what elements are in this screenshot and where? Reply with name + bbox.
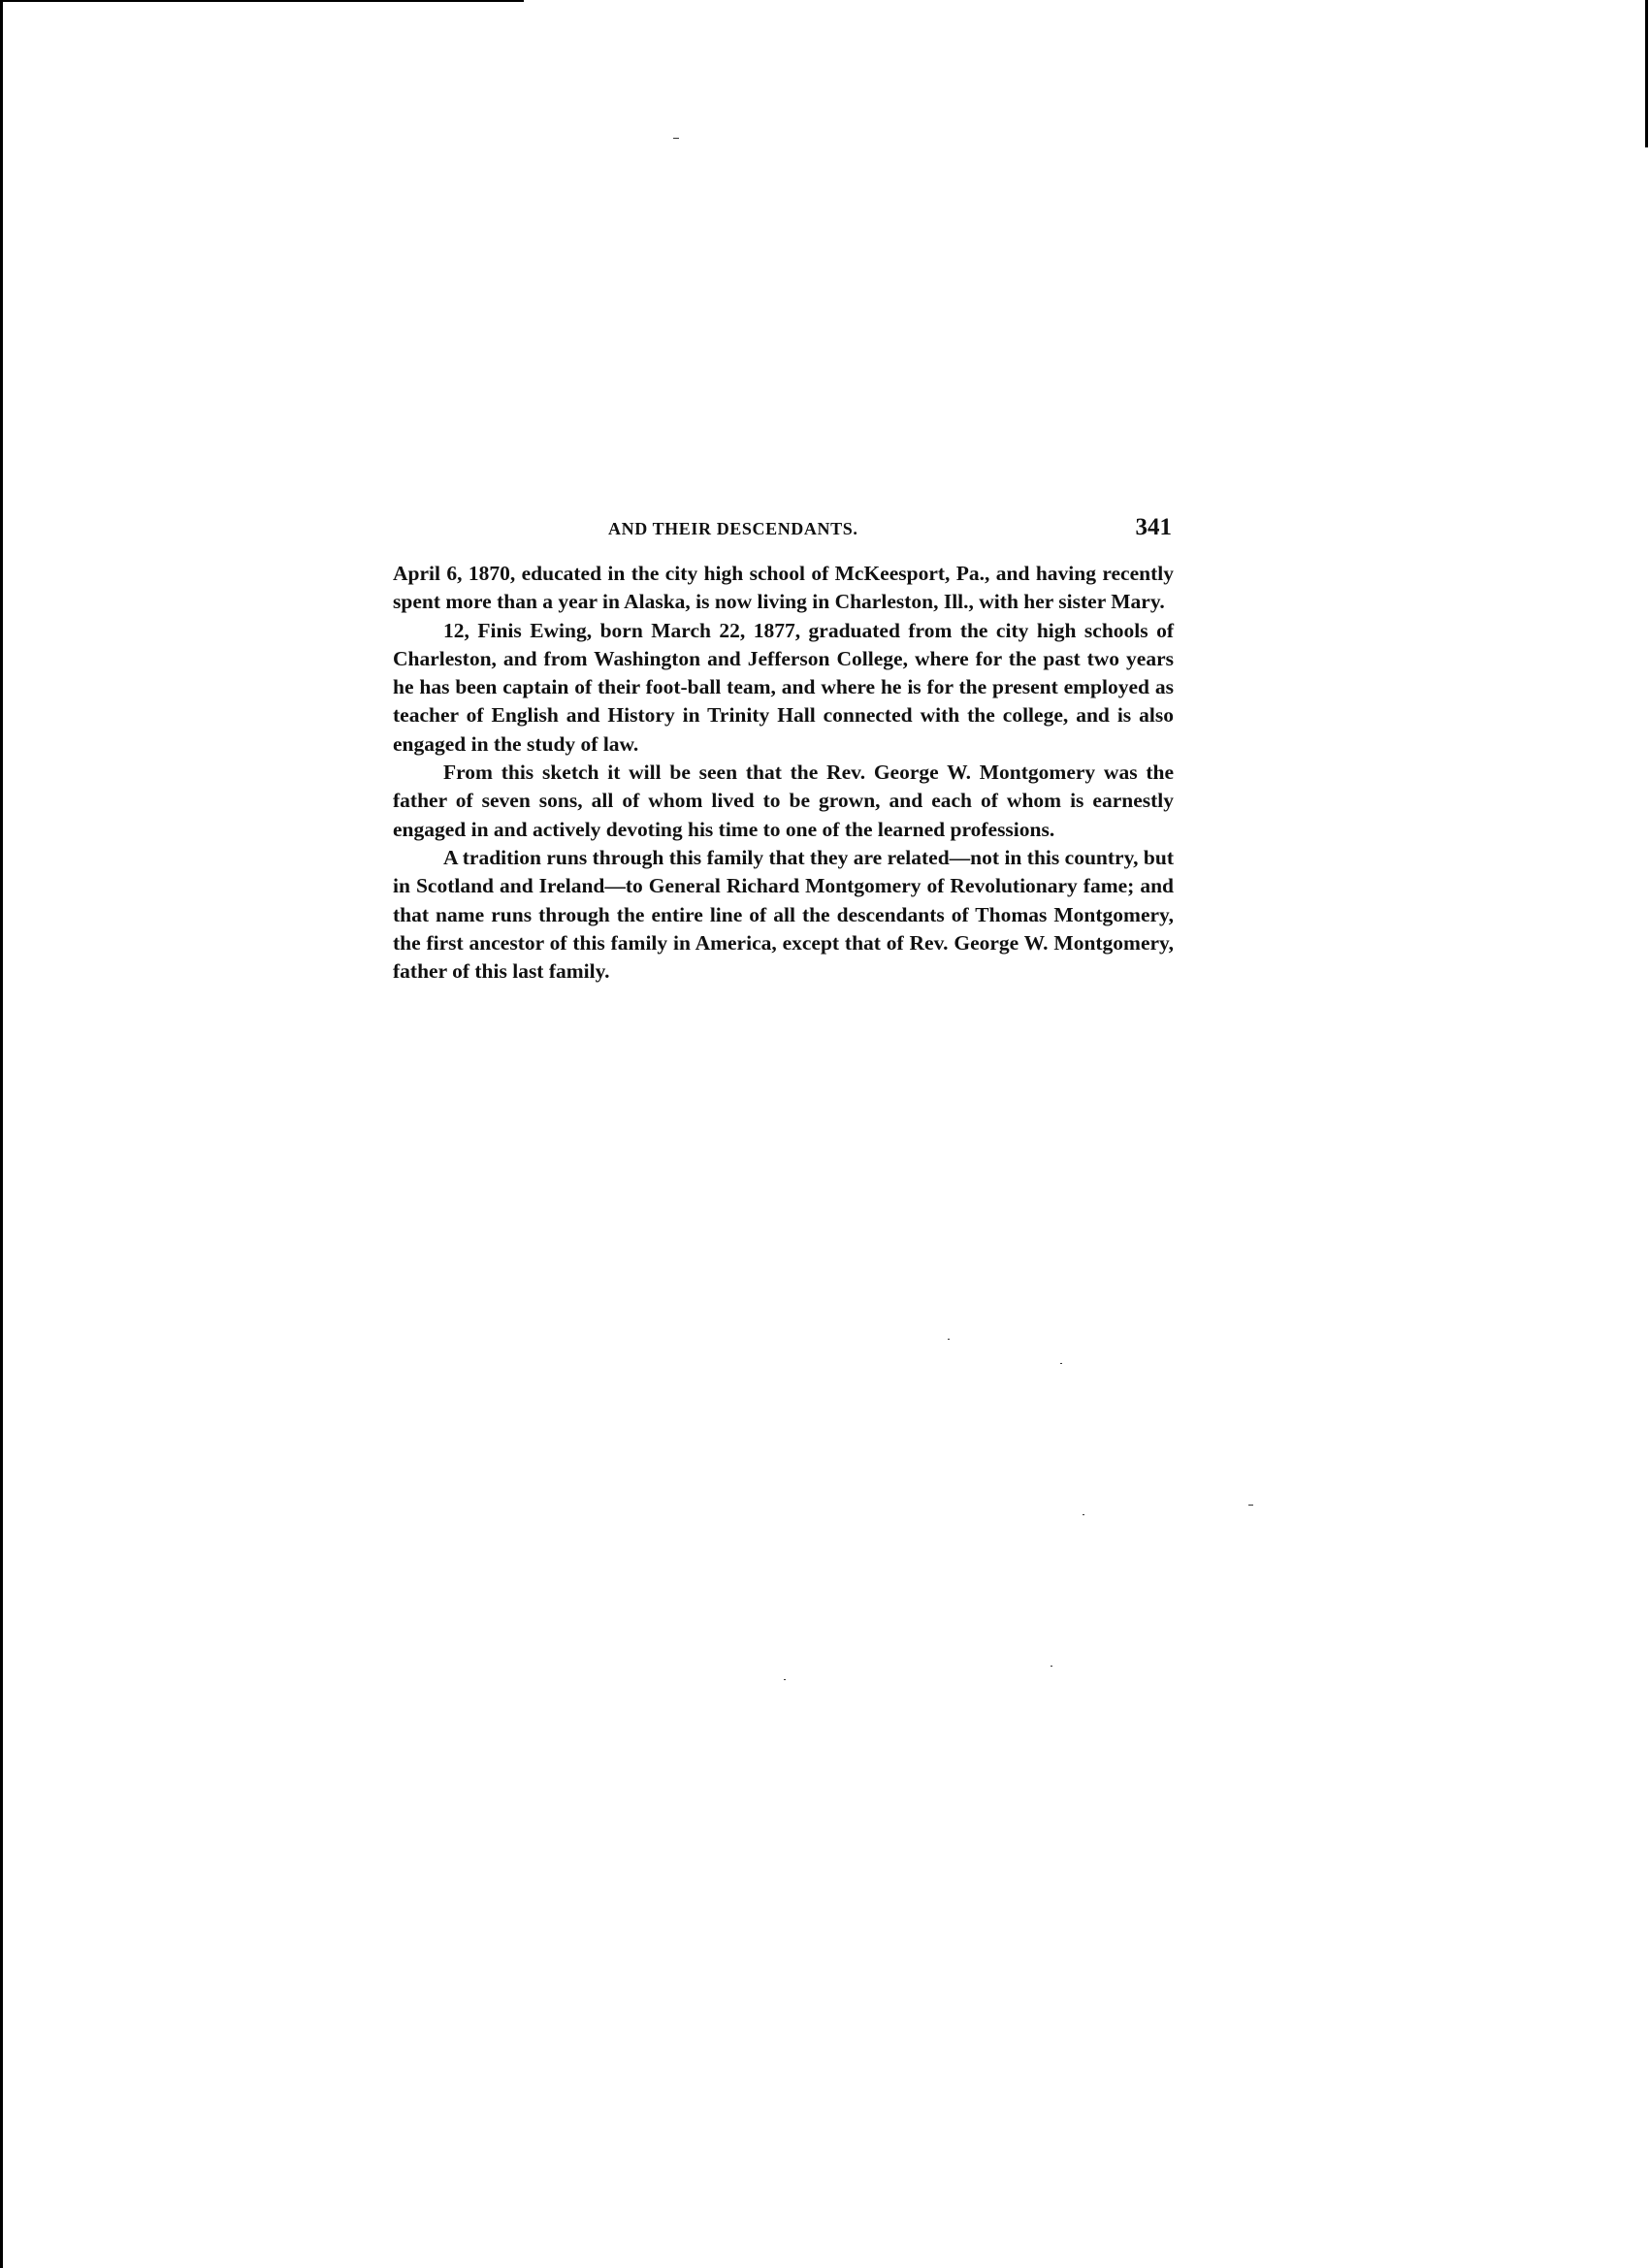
paragraph-family-tradition: A tradition runs through this family that they are related—not in this country, but in Scotland and Ireland—to General Richard Montgomery of Revolutionary fame; and that name runs through the entire line of all the descendants of Thomas Montgomery, the first ancestor of this family in America, except that of Rev. George W. Montgomery, father of this last family. <box>393 845 1174 984</box>
scan-speck <box>673 138 679 139</box>
scan-border-right <box>1645 0 1648 147</box>
page-header <box>393 516 1174 543</box>
scan-border-top <box>0 0 524 2</box>
page-number: 341 <box>1135 514 1172 540</box>
running-head: AND THEIR DESCENDANTS. <box>608 519 858 538</box>
scan-speck <box>1083 1514 1084 1515</box>
scan-speck <box>784 1679 786 1680</box>
scan-speck <box>948 1339 950 1340</box>
body-text <box>393 560 1174 986</box>
scan-border-left <box>0 0 3 2268</box>
scan-speck <box>1060 1363 1062 1364</box>
paragraph-seven-sons: From this sketch it will be seen that the Rev. George W. Montgomery was the father of seven sons, all of whom lived to be grown, and each of whom is earnestly engaged in and actively devoting his time to one of the learned professions. <box>393 761 1174 841</box>
scan-speck <box>1051 1666 1052 1667</box>
scan-speck <box>1248 1505 1253 1506</box>
paragraph-finis-ewing: 12, Finis Ewing, born March 22, 1877, graduated from the city high schools of Charleston, and from Washington and Jefferson College, where for the past two years he has been captain of their foot-ball team, and where he is for the present employed as teacher of English and History in Trinity Hall connected with the college, and is also engaged in the study of law. <box>393 618 1174 756</box>
paragraph-continuation: April 6, 1870, educated in the city high school of McKeesport, Pa., and having recently spent more than a year in Alaska, is now living in Charleston, Ill., with her sister Mary. <box>393 562 1174 614</box>
